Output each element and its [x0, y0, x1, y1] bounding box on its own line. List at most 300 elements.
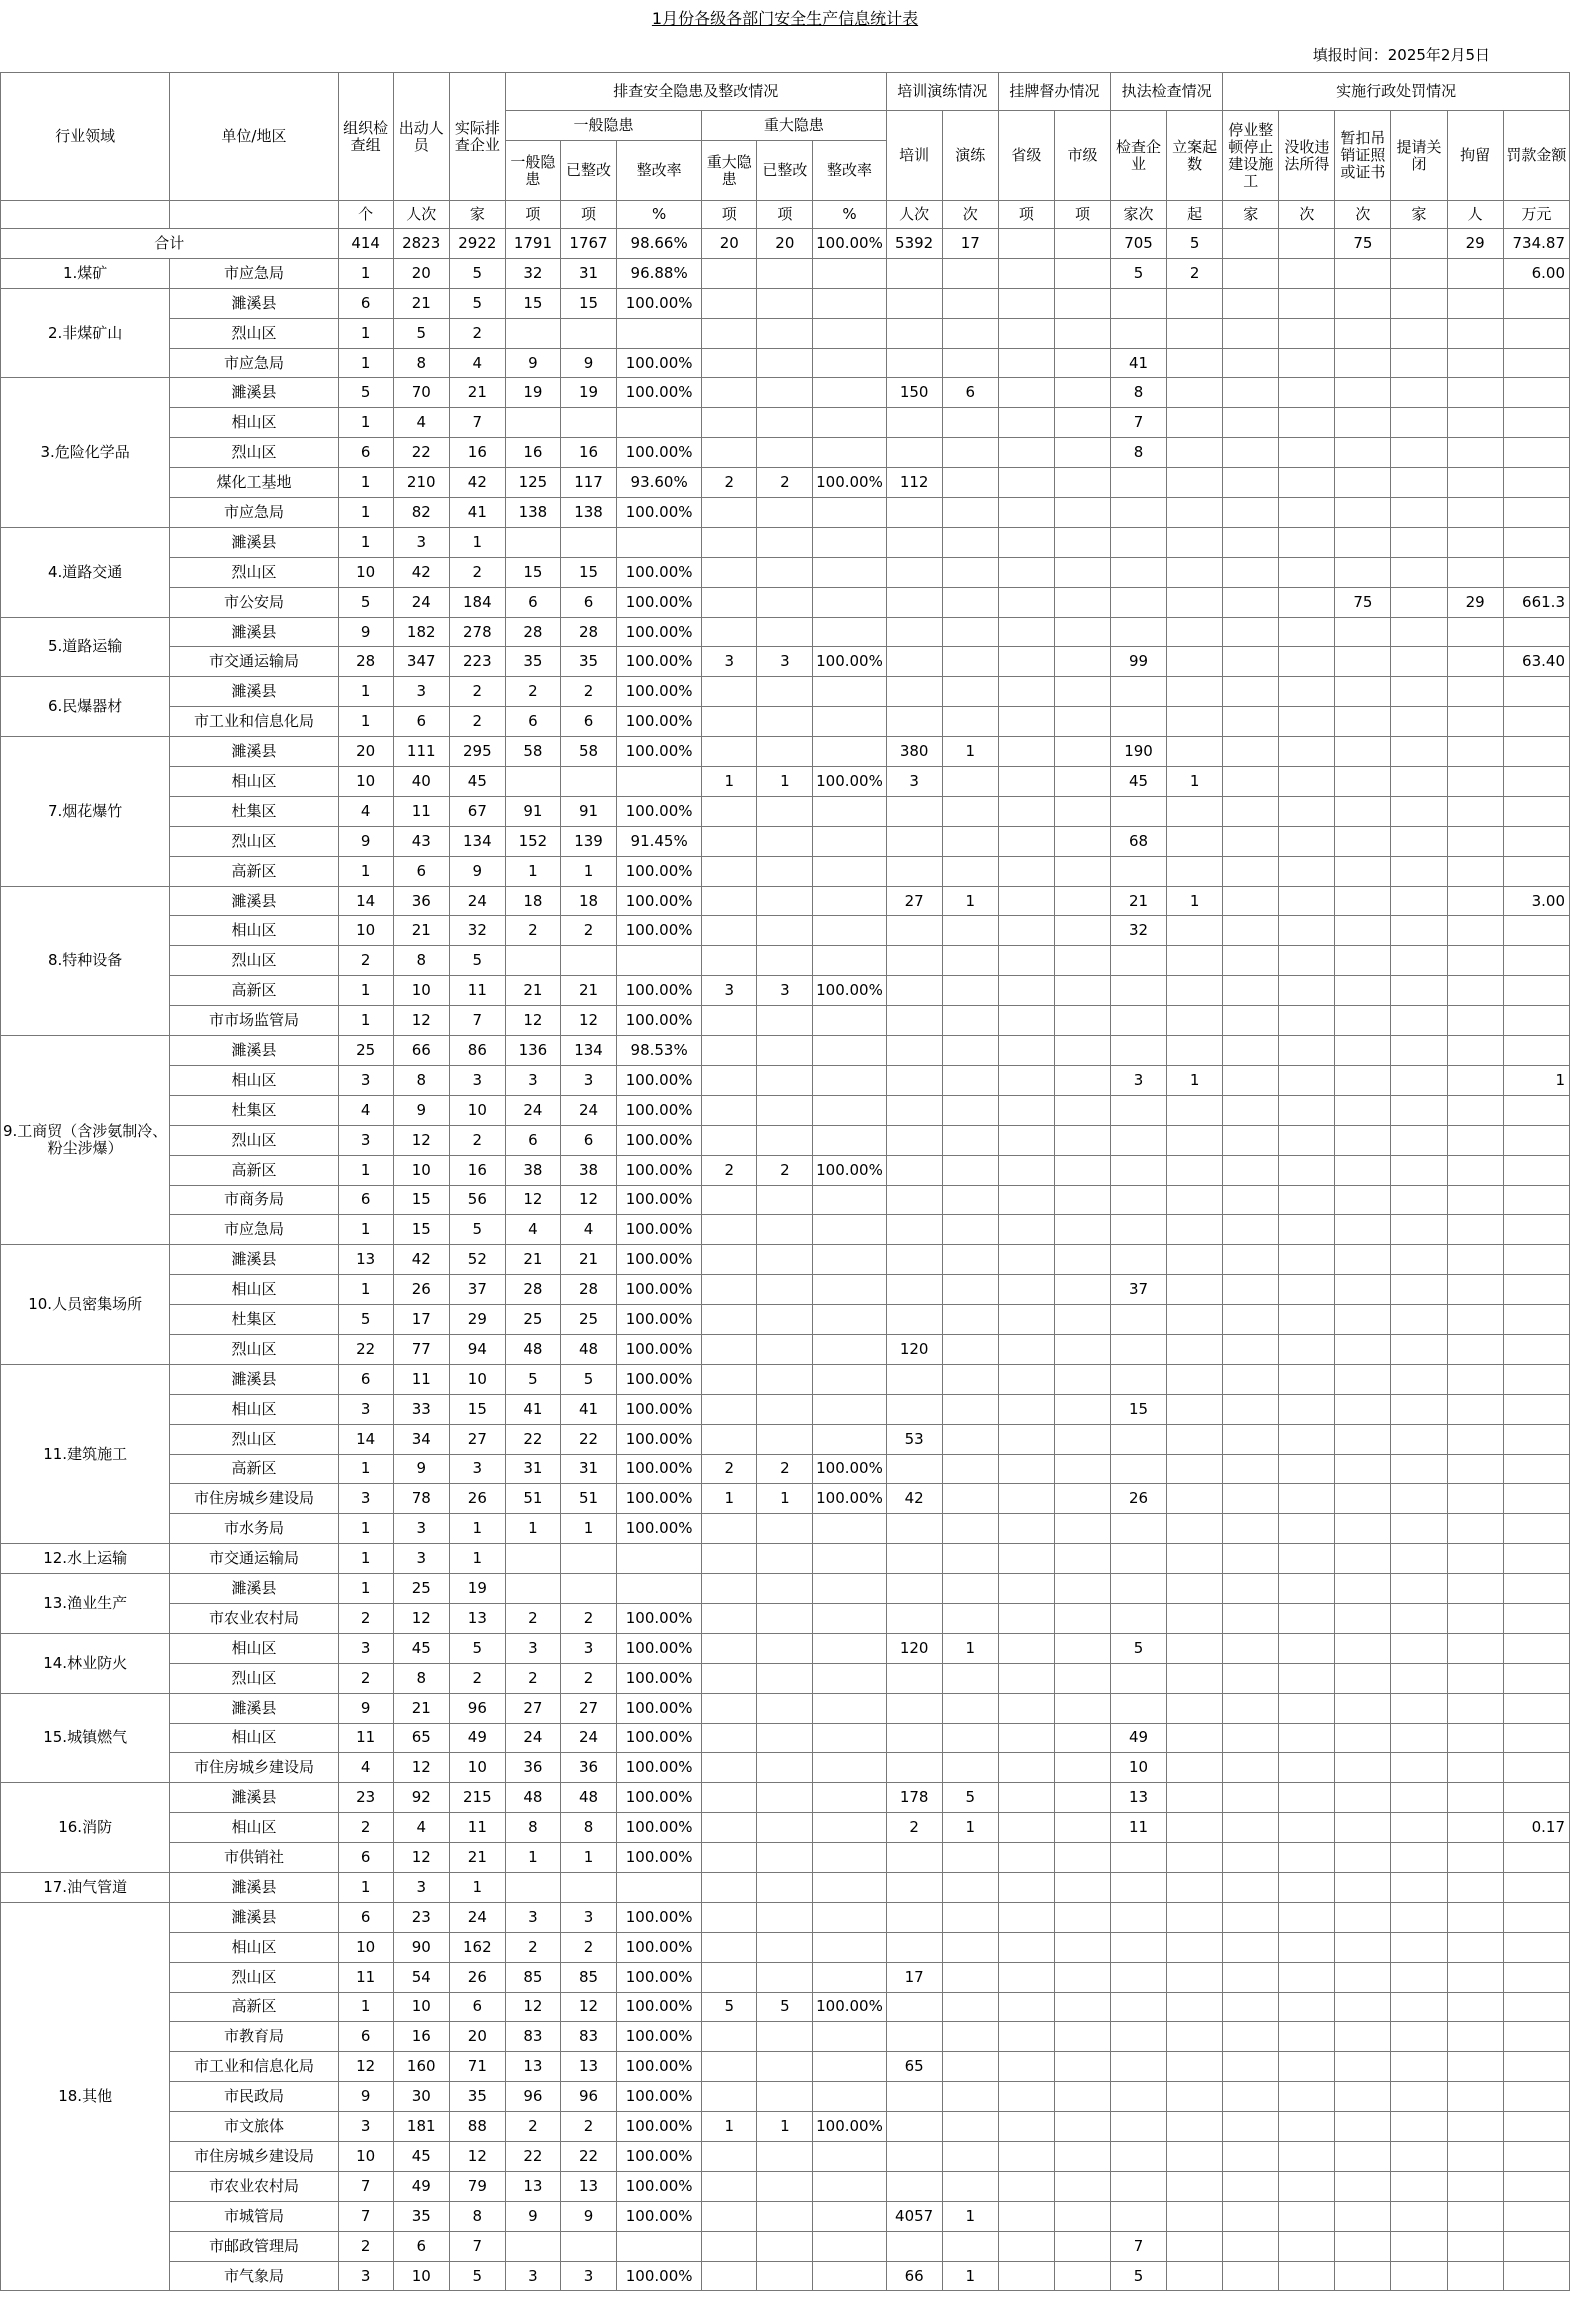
- data-cell: [1335, 498, 1391, 528]
- data-cell: [1503, 1932, 1569, 1962]
- data-cell: [1391, 1394, 1447, 1424]
- data-cell: 100.00%: [617, 856, 702, 886]
- data-cell: 66: [886, 2261, 942, 2291]
- table-row: [1, 2052, 1570, 2082]
- data-cell: [1111, 976, 1167, 1006]
- data-cell: [942, 1065, 998, 1095]
- data-cell: 100.00%: [617, 1215, 702, 1245]
- data-cell: 138: [560, 498, 616, 528]
- header-training-group: 培训演练情况: [886, 73, 998, 111]
- data-cell: 15: [393, 1215, 449, 1245]
- data-cell: 3: [505, 1633, 560, 1663]
- data-cell: [1335, 976, 1391, 1006]
- data-cell: [1391, 1544, 1447, 1574]
- data-cell: 3: [560, 1633, 616, 1663]
- data-cell: [1335, 1663, 1391, 1693]
- data-cell: 5: [505, 1364, 560, 1394]
- data-cell: 11: [393, 1364, 449, 1394]
- data-cell: [1503, 2082, 1569, 2112]
- data-cell: [1279, 2231, 1335, 2261]
- unit-name-cell: 市住房城乡建设局: [170, 1753, 338, 1783]
- data-cell: 36: [393, 886, 449, 916]
- data-cell: [702, 707, 757, 737]
- data-cell: 91: [560, 796, 616, 826]
- data-cell: 26: [449, 1484, 505, 1514]
- data-cell: [1447, 2022, 1503, 2052]
- data-cell: [1447, 1484, 1503, 1514]
- data-cell: [757, 886, 813, 916]
- data-cell: 20: [449, 2022, 505, 2052]
- data-cell: [1054, 1006, 1110, 1036]
- data-cell: [1111, 1036, 1167, 1066]
- unit-name-cell: 市应急局: [170, 498, 338, 528]
- data-cell: [942, 2052, 998, 2082]
- data-cell: 100.00%: [617, 1663, 702, 1693]
- table-row: [1, 1334, 1570, 1364]
- data-cell: [942, 1962, 998, 1992]
- data-cell: [1111, 1454, 1167, 1484]
- data-cell: 27: [449, 1424, 505, 1454]
- data-cell: 100.00%: [617, 2112, 702, 2142]
- data-cell: [1054, 1065, 1110, 1095]
- data-cell: [1391, 1992, 1447, 2022]
- table-row: [1, 1813, 1570, 1843]
- data-cell: [1279, 617, 1335, 647]
- data-cell: [505, 1872, 560, 1902]
- data-cell: [1335, 557, 1391, 587]
- data-cell: [1503, 1394, 1569, 1424]
- data-cell: 65: [393, 1723, 449, 1753]
- data-cell: [1503, 1305, 1569, 1335]
- data-cell: 6: [338, 1843, 393, 1873]
- data-cell: 21: [449, 1843, 505, 1873]
- data-cell: [1503, 767, 1569, 797]
- data-cell: [757, 1334, 813, 1364]
- data-cell: [1223, 1245, 1279, 1275]
- data-cell: [1223, 1843, 1279, 1873]
- data-cell: [1054, 1305, 1110, 1335]
- data-cell: 13: [338, 1245, 393, 1275]
- data-cell: 11: [1111, 1813, 1167, 1843]
- table-row: [1, 1753, 1570, 1783]
- unit-name-cell: 濉溪县: [170, 1364, 338, 1394]
- data-cell: 10: [338, 916, 393, 946]
- data-cell: 21: [449, 378, 505, 408]
- data-cell: 42: [449, 468, 505, 498]
- unit-name-cell: 高新区: [170, 1155, 338, 1185]
- data-cell: [1054, 408, 1110, 438]
- data-cell: [1447, 498, 1503, 528]
- data-cell: [1054, 707, 1110, 737]
- data-cell: 15: [505, 288, 560, 318]
- data-cell: [1279, 557, 1335, 587]
- data-cell: [942, 318, 998, 348]
- data-cell: [1503, 826, 1569, 856]
- data-cell: [702, 1544, 757, 1574]
- table-row: [1, 1215, 1570, 1245]
- data-cell: [886, 707, 942, 737]
- data-cell: [886, 1036, 942, 1066]
- data-cell: [998, 557, 1054, 587]
- data-cell: 26: [393, 1275, 449, 1305]
- data-cell: 12: [393, 1125, 449, 1155]
- data-cell: 6: [560, 1125, 616, 1155]
- data-cell: 83: [560, 2022, 616, 2052]
- data-cell: 42: [886, 1484, 942, 1514]
- data-cell: [886, 557, 942, 587]
- data-cell: [942, 916, 998, 946]
- data-cell: [998, 677, 1054, 707]
- data-cell: [702, 1932, 757, 1962]
- data-cell: 45: [393, 1633, 449, 1663]
- header-gen-fixed: 已整改: [560, 141, 616, 201]
- data-cell: [702, 1125, 757, 1155]
- data-cell: [1391, 916, 1447, 946]
- data-cell: [1054, 1962, 1110, 1992]
- data-cell: 96: [560, 2082, 616, 2112]
- data-cell: [886, 1514, 942, 1544]
- data-cell: 100.00%: [617, 587, 702, 617]
- unit-name-cell: 濉溪县: [170, 737, 338, 767]
- data-cell: 4: [338, 1753, 393, 1783]
- table-row: [1, 258, 1570, 288]
- data-cell: 25: [338, 1036, 393, 1066]
- data-cell: [1167, 1813, 1223, 1843]
- table-row: [1, 1843, 1570, 1873]
- data-cell: 1: [560, 1843, 616, 1873]
- data-cell: 1: [942, 2201, 998, 2231]
- data-cell: 2: [449, 1125, 505, 1155]
- data-cell: [942, 826, 998, 856]
- data-cell: [560, 318, 616, 348]
- data-cell: [1279, 1872, 1335, 1902]
- data-cell: [1167, 408, 1223, 438]
- data-cell: [942, 1514, 998, 1544]
- data-cell: [757, 677, 813, 707]
- data-cell: [1223, 1185, 1279, 1215]
- table-row: [1, 856, 1570, 886]
- header-cases: 立案起数: [1167, 111, 1223, 201]
- data-cell: 100.00%: [617, 1424, 702, 1454]
- data-cell: [1503, 1036, 1569, 1066]
- data-cell: 2: [338, 1663, 393, 1693]
- data-cell: [886, 1753, 942, 1783]
- data-cell: [1111, 1962, 1167, 1992]
- data-cell: 41: [449, 498, 505, 528]
- data-cell: [1223, 647, 1279, 677]
- table-row: [1, 1514, 1570, 1544]
- data-cell: [998, 1305, 1054, 1335]
- unit-name-cell: 濉溪县: [170, 1872, 338, 1902]
- data-cell: [998, 1275, 1054, 1305]
- data-cell: 17: [886, 1962, 942, 1992]
- data-cell: [942, 647, 998, 677]
- data-cell: [1167, 318, 1223, 348]
- data-cell: [942, 587, 998, 617]
- table-row: [1, 1065, 1570, 1095]
- data-cell: [1391, 856, 1447, 886]
- data-cell: [1335, 2082, 1391, 2112]
- data-cell: [1167, 826, 1223, 856]
- data-cell: [942, 2112, 998, 2142]
- data-cell: [1335, 946, 1391, 976]
- data-cell: [1391, 2261, 1447, 2291]
- data-cell: 1: [505, 856, 560, 886]
- data-cell: [1447, 1992, 1503, 2022]
- data-cell: [1167, 468, 1223, 498]
- data-cell: [1279, 1813, 1335, 1843]
- data-cell: 2: [702, 1155, 757, 1185]
- data-cell: [1223, 1783, 1279, 1813]
- data-cell: [1503, 946, 1569, 976]
- data-cell: [757, 1036, 813, 1066]
- data-cell: [702, 886, 757, 916]
- header-supervise-group: 挂牌督办情况: [998, 73, 1110, 111]
- data-cell: [1503, 408, 1569, 438]
- data-cell: 3: [757, 976, 813, 1006]
- data-cell: [702, 2231, 757, 2261]
- data-cell: 48: [505, 1334, 560, 1364]
- data-cell: 1: [338, 1872, 393, 1902]
- data-cell: [1447, 1693, 1503, 1723]
- data-cell: 139: [560, 826, 616, 856]
- data-cell: [1335, 468, 1391, 498]
- data-cell: 7: [449, 2231, 505, 2261]
- data-cell: [942, 796, 998, 826]
- table-row: [1, 1902, 1570, 1932]
- data-cell: [942, 1394, 998, 1424]
- data-cell: [1503, 1633, 1569, 1663]
- data-cell: [1223, 587, 1279, 617]
- data-cell: [1054, 557, 1110, 587]
- data-cell: 1: [560, 1514, 616, 1544]
- data-cell: [942, 856, 998, 886]
- data-cell: [886, 348, 942, 378]
- data-cell: [813, 1006, 886, 1036]
- data-cell: [1447, 1663, 1503, 1693]
- data-cell: [813, 1185, 886, 1215]
- data-cell: 26: [1111, 1484, 1167, 1514]
- data-cell: [1167, 2022, 1223, 2052]
- data-cell: [702, 1962, 757, 1992]
- data-cell: [813, 2052, 886, 2082]
- data-cell: 27: [886, 886, 942, 916]
- data-cell: 42: [393, 557, 449, 587]
- data-cell: 13: [505, 2052, 560, 2082]
- data-cell: 100.00%: [813, 1155, 886, 1185]
- data-cell: [1223, 348, 1279, 378]
- data-cell: [1223, 2171, 1279, 2201]
- data-cell: [998, 1633, 1054, 1663]
- data-cell: [1054, 1633, 1110, 1663]
- data-cell: 100.00%: [617, 2052, 702, 2082]
- total-cell: 1767: [560, 229, 616, 259]
- data-cell: [1054, 1992, 1110, 2022]
- data-cell: [1279, 288, 1335, 318]
- data-cell: [813, 2022, 886, 2052]
- data-cell: [702, 1364, 757, 1394]
- data-cell: [702, 916, 757, 946]
- data-cell: [942, 1454, 998, 1484]
- data-cell: [1223, 2022, 1279, 2052]
- data-cell: [1391, 946, 1447, 976]
- data-cell: [1279, 1305, 1335, 1335]
- table-row: [1, 1693, 1570, 1723]
- data-cell: 30: [393, 2082, 449, 2112]
- data-cell: [1447, 1065, 1503, 1095]
- data-cell: [1391, 1424, 1447, 1454]
- data-cell: [1335, 796, 1391, 826]
- header-training: 培训: [886, 111, 942, 201]
- header-hazard-group: 排查安全隐患及整改情况: [505, 73, 886, 111]
- data-cell: 1: [338, 677, 393, 707]
- data-cell: [1335, 1783, 1391, 1813]
- data-cell: [1391, 2112, 1447, 2142]
- data-cell: 9: [393, 1454, 449, 1484]
- header-detain: 拘留: [1447, 111, 1503, 201]
- data-cell: [1279, 1275, 1335, 1305]
- unit-name-cell: 市城管局: [170, 2201, 338, 2231]
- data-cell: 6: [393, 856, 449, 886]
- data-cell: 100.00%: [617, 1843, 702, 1873]
- data-cell: 32: [505, 258, 560, 288]
- data-cell: [1111, 468, 1167, 498]
- data-cell: [1167, 1932, 1223, 1962]
- data-cell: [942, 258, 998, 288]
- table-row: [1, 1006, 1570, 1036]
- fill-date: 填报时间：2025年2月5日: [1312, 46, 1490, 64]
- data-cell: [1054, 617, 1110, 647]
- data-cell: 35: [393, 2201, 449, 2231]
- data-cell: 13: [505, 2171, 560, 2201]
- unit-cell: 项: [560, 201, 616, 229]
- data-cell: 51: [560, 1484, 616, 1514]
- table-row: [1, 408, 1570, 438]
- data-cell: [1335, 1006, 1391, 1036]
- industry-cell: 2.非煤矿山: [1, 288, 170, 378]
- data-cell: 49: [1111, 1723, 1167, 1753]
- data-cell: [1223, 1454, 1279, 1484]
- total-cell: 17: [942, 229, 998, 259]
- data-cell: 1: [942, 1813, 998, 1843]
- data-cell: [1111, 1992, 1167, 2022]
- data-cell: [702, 348, 757, 378]
- data-cell: 1: [338, 1544, 393, 1574]
- data-cell: [1447, 826, 1503, 856]
- data-cell: [1391, 976, 1447, 1006]
- table-row: [1, 707, 1570, 737]
- data-cell: 16: [505, 438, 560, 468]
- data-cell: [702, 527, 757, 557]
- data-cell: 100.00%: [813, 1484, 886, 1514]
- data-cell: [813, 1843, 886, 1873]
- data-cell: [1111, 2171, 1167, 2201]
- data-cell: 3: [1111, 1065, 1167, 1095]
- data-cell: [757, 1932, 813, 1962]
- unit-name-cell: 杜集区: [170, 1305, 338, 1335]
- industry-cell: 1.煤矿: [1, 258, 170, 288]
- data-cell: [886, 1843, 942, 1873]
- data-cell: [813, 527, 886, 557]
- data-cell: 5: [449, 258, 505, 288]
- data-cell: [813, 946, 886, 976]
- data-cell: 1: [1167, 767, 1223, 797]
- table-row: [1, 1095, 1570, 1125]
- data-cell: 2: [757, 468, 813, 498]
- data-cell: [1503, 1843, 1569, 1873]
- data-cell: [1054, 1424, 1110, 1454]
- table-row: [1, 737, 1570, 767]
- data-cell: [1167, 2052, 1223, 2082]
- data-cell: 56: [449, 1185, 505, 1215]
- data-cell: [1111, 1544, 1167, 1574]
- data-cell: [998, 2052, 1054, 2082]
- data-cell: 9: [560, 348, 616, 378]
- data-cell: [1335, 1125, 1391, 1155]
- data-cell: 24: [449, 1902, 505, 1932]
- data-cell: 100.00%: [617, 438, 702, 468]
- data-cell: [1447, 2142, 1503, 2172]
- data-cell: 8: [393, 946, 449, 976]
- table-row: [1, 1663, 1570, 1693]
- data-cell: 28: [338, 647, 393, 677]
- data-cell: [1447, 408, 1503, 438]
- data-cell: 13: [560, 2171, 616, 2201]
- data-cell: 5: [1111, 258, 1167, 288]
- data-cell: 20: [393, 258, 449, 288]
- data-cell: [1223, 1603, 1279, 1633]
- data-cell: 96.88%: [617, 258, 702, 288]
- data-cell: [1279, 2261, 1335, 2291]
- data-cell: 1: [560, 856, 616, 886]
- data-cell: 6: [338, 438, 393, 468]
- table-header: [1, 73, 1570, 229]
- data-cell: [757, 2142, 813, 2172]
- data-cell: 3: [560, 2261, 616, 2291]
- data-cell: 6: [449, 1992, 505, 2022]
- data-cell: [1335, 1753, 1391, 1783]
- data-cell: 15: [505, 557, 560, 587]
- data-cell: [1054, 1275, 1110, 1305]
- data-cell: [757, 1603, 813, 1633]
- data-cell: [757, 557, 813, 587]
- data-cell: [1447, 1544, 1503, 1574]
- data-cell: 100.00%: [617, 378, 702, 408]
- data-cell: [886, 2112, 942, 2142]
- unit-name-cell: 濉溪县: [170, 1783, 338, 1813]
- data-cell: 1: [449, 1514, 505, 1544]
- data-cell: [1391, 498, 1447, 528]
- table-row: [1, 1574, 1570, 1604]
- data-cell: [998, 976, 1054, 1006]
- data-cell: [1054, 1215, 1110, 1245]
- data-cell: 5: [560, 1364, 616, 1394]
- data-cell: [886, 856, 942, 886]
- data-cell: [813, 1394, 886, 1424]
- data-cell: [1503, 1334, 1569, 1364]
- data-cell: [1335, 258, 1391, 288]
- data-cell: 1: [338, 348, 393, 378]
- data-cell: 1: [757, 2112, 813, 2142]
- data-cell: 21: [393, 1693, 449, 1723]
- data-cell: [1223, 1155, 1279, 1185]
- data-cell: 347: [393, 647, 449, 677]
- data-cell: 35: [560, 647, 616, 677]
- data-cell: [998, 1514, 1054, 1544]
- data-cell: [998, 1992, 1054, 2022]
- data-cell: [1279, 767, 1335, 797]
- data-cell: [1391, 1334, 1447, 1364]
